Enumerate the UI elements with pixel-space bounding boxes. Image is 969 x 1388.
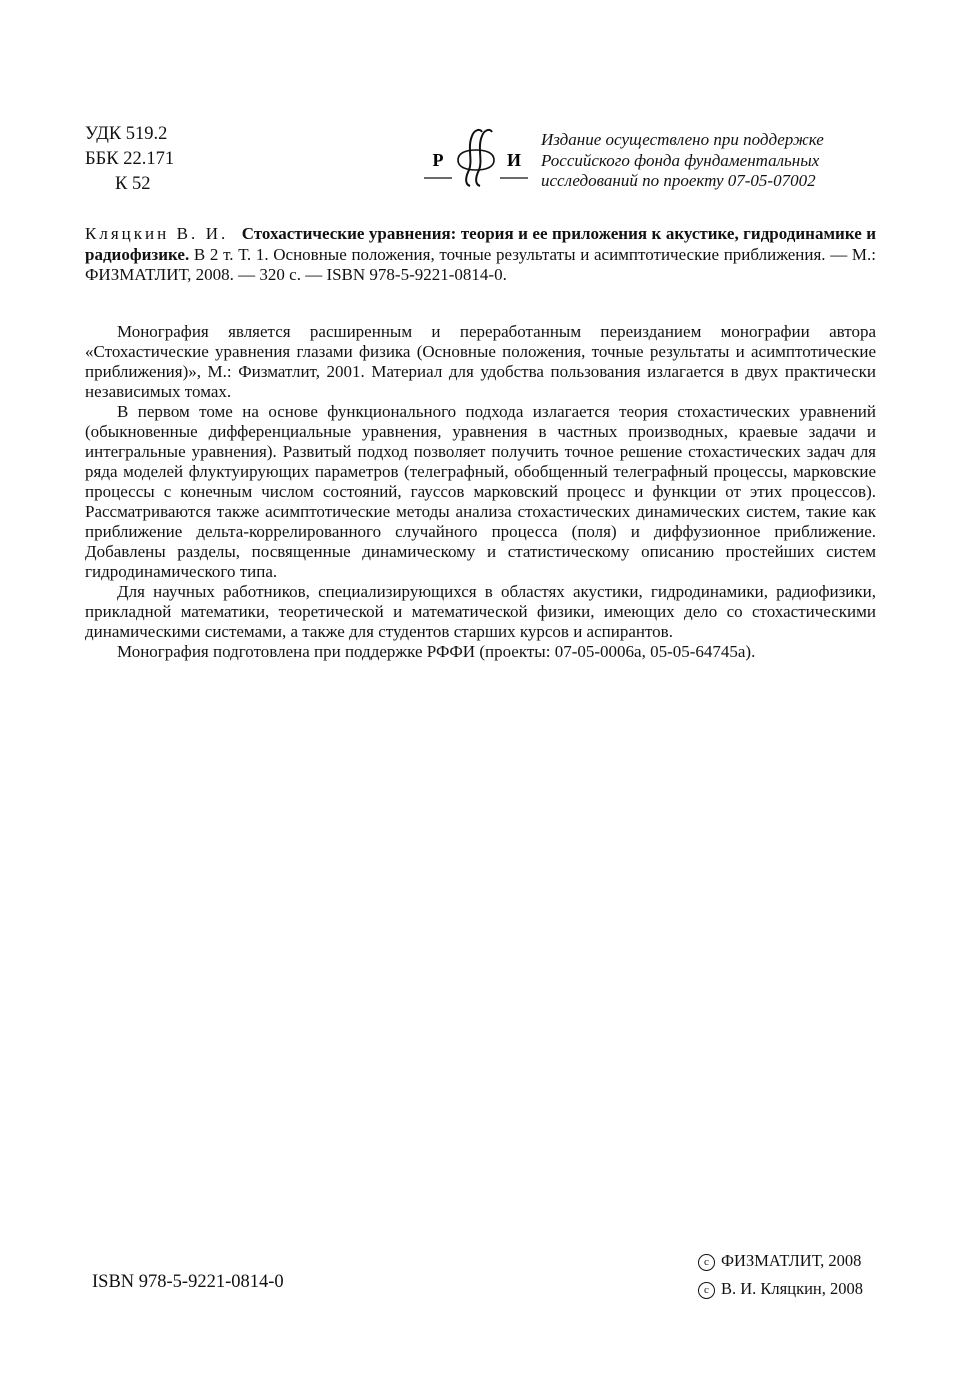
support-line: исследований по проекту 07-05-07002 <box>541 171 816 190</box>
copyright-holder: ФИЗМАТЛИТ, 2008 <box>721 1251 862 1270</box>
author-mark: К 52 <box>115 174 151 194</box>
abstract <box>85 322 876 662</box>
copyright-block <box>698 1247 863 1303</box>
author-name: Кляцкин В. И. <box>85 224 229 243</box>
isbn: ISBN 978-5-9221-0814-0 <box>92 1272 284 1292</box>
book-title: Стохастические уравнения: теория и ее приложения к акустике, гидродинамике и радиофизике. <box>85 224 877 264</box>
copyright-line <box>698 1247 863 1275</box>
copyright-icon: c <box>698 1254 715 1271</box>
abstract-paragraph: Монография подготовлена при поддержке РФФИ (проекты: 07-05-0006а, 05-05-64745а). <box>117 642 756 661</box>
logo-letter-r: Р <box>432 150 444 170</box>
copyright-line <box>698 1275 863 1303</box>
rffi-logo <box>420 126 532 190</box>
copyright-holder: В. И. Кляцкин, 2008 <box>721 1279 864 1298</box>
publication-details: В 2 т. Т. 1. Основные положения, точные результаты и асимптотические приближения. — М.: ФИЗМАТЛИТ, 2008. — 320 с. — ISBN 978-5-9221-0814-0. <box>85 244 876 284</box>
logo-letter-i: И <box>506 150 522 170</box>
logo-ff-letters: ФФ <box>476 146 478 147</box>
support-line: Российского фонда фундаментальных <box>541 150 820 170</box>
udk-code: УДК 519.2 <box>85 124 168 144</box>
bibliographic-record <box>85 224 876 286</box>
abstract-paragraph: Монография является расширенным и переработанным переизданием монографии автора «Стохастические уравнения глазами физика (Основные положения, точные результаты и асимптотические приближения)», М.: Физматлит, 2001. Материал для удобства пользования излагается в двух практически независимых томах. <box>85 322 876 401</box>
support-note <box>541 130 824 192</box>
logo-ff-symbol <box>458 130 494 186</box>
abstract-paragraph: Для научных работников, специализирующихся в областях акустики, гидродинамики, радиофизики, прикладной математики, теоретической и математической физики, имеющих дело со стохастическими динамическими системами, а также для студентов старших курсов и аспирантов. <box>85 582 876 641</box>
abstract-paragraph: В первом томе на основе функционального подхода излагается теория стохастических уравнений (обыкновенные дифференциальные уравнения, уравнения в частных производных, краевые задачи и интегральные уравнения). Развитый подход позволяет получить точное решение стохастических задач для ряда моделей флуктуирующих параметров (телеграфный, обобщенный телеграфный процессы, марковские процессы с конечным числом состояний, гауссов марковский процесс и функции от этих процессов). Рассматриваются также асимптотические методы анализа стохастических динамических систем, такие как приближение дельта-коррелированного случайного процесса (поля) и диффузионное приближение. Добавлены разделы, посвященные динамическому и статистическому описанию простейших систем гидродинамического типа. <box>85 402 876 581</box>
copyright-icon: c <box>698 1282 715 1299</box>
bbk-code: ББК 22.171 <box>85 149 175 169</box>
classification-codes <box>85 122 174 197</box>
support-line: Издание осуществлено при поддержке <box>541 130 824 149</box>
